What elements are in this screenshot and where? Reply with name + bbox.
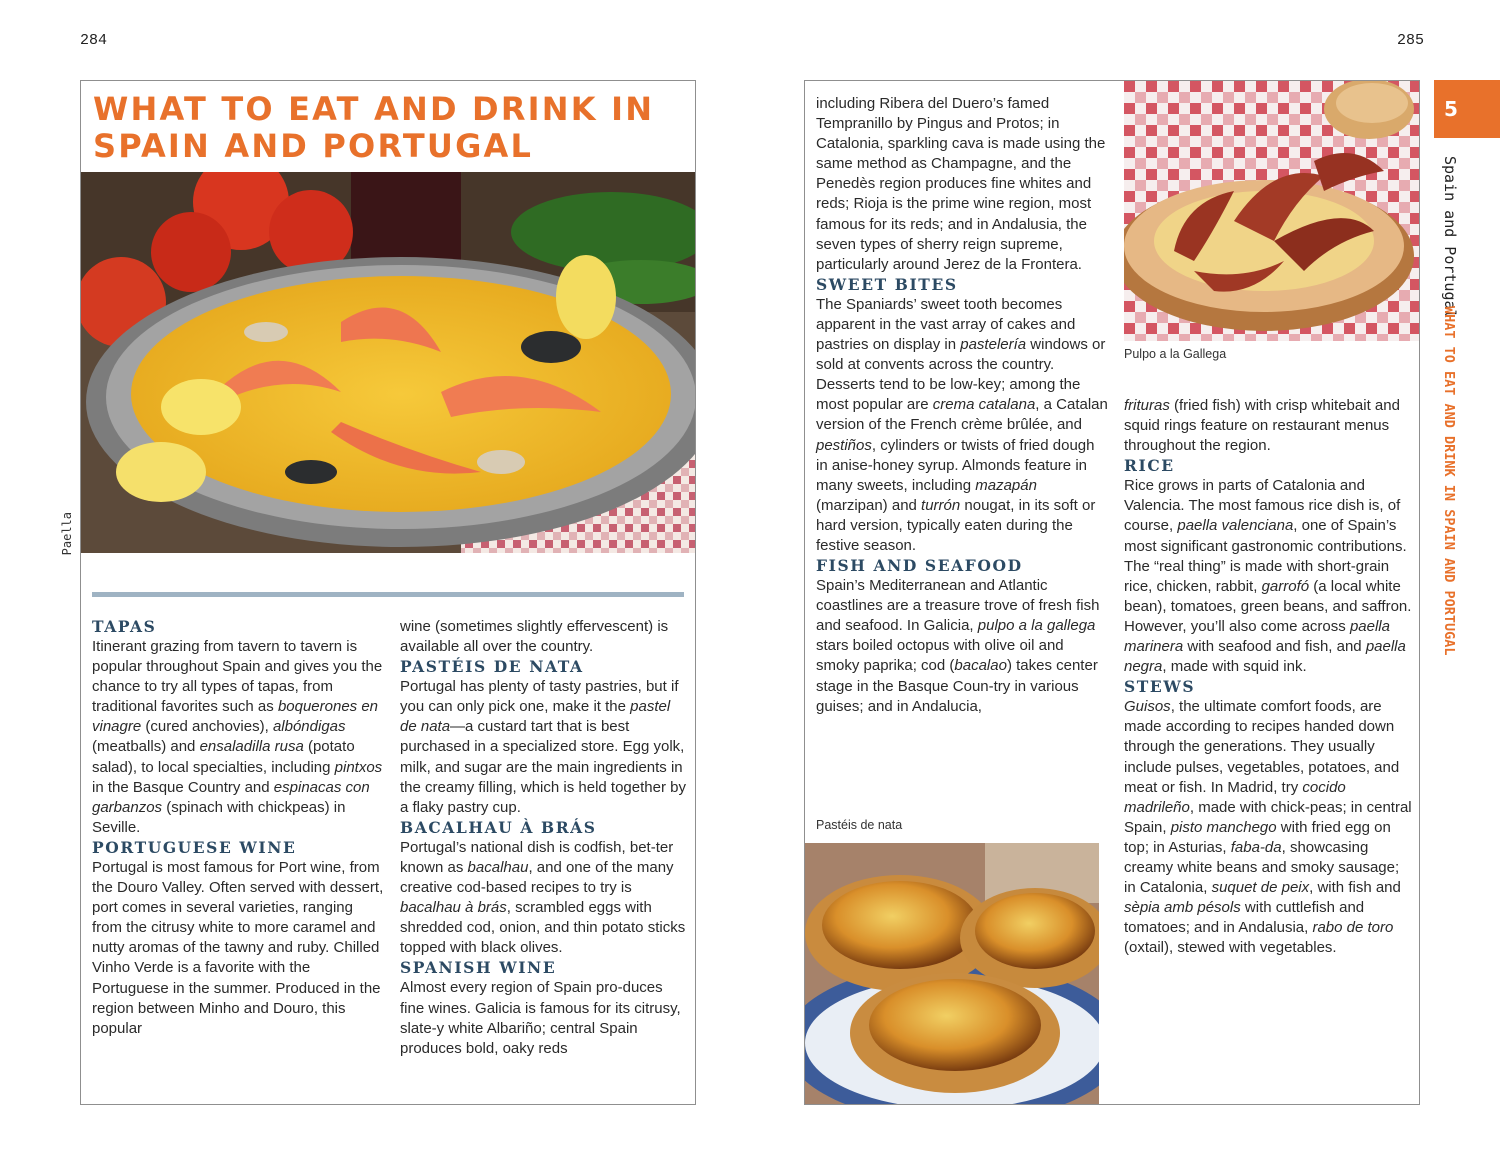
chapter-number: 5 (1444, 97, 1458, 121)
pulpo-photo (1124, 81, 1419, 341)
heading-rice: RICE (1124, 456, 1175, 476)
paragraph-tapas: Itinerant grazing from tavern to tavern is popular throughout Spain and gives you the chance to try all types of tapas, from traditional favorites such as boquerones en vinagre (cured anchovies), albóndigas (meatballs) and ensaladilla rusa (potato salad), to local specialties, including pintxos in the Basque Country and espinacas con garbanzos (spinach with chickpeas) in Seville. (92, 638, 383, 836)
paragraph-spanish-wine: Almost every region of Spain pro-duces fine wines. Galicia is famous for its citrusy, slate-y white Albariño; central Spain produces bold, oaky reds (400, 979, 681, 1057)
page-title (93, 91, 654, 165)
page-number-left: 284 (80, 32, 108, 49)
paragraph-wine-continued: wine (sometimes slightly effervescent) is available all over the country. (400, 618, 669, 656)
paragraph-stews: Guisos, the ultimate comfort foods, are made according to recipes handed down through the generations. They usually include pulses, vegetables, potatoes, and meat or fish. In Madrid, try cocido madrileño, made with chick-peas; in central Spain, pisto manchego with fried egg on top; in Asturias, faba-da, showcasing creamy white beans and smoky sausage; in Catalonia, suquet de peix, with fish and sèpia amb pésols with cuttlefish and tomatoes; and in Andalusia, rabo de toro (oxtail), stewed with vegetables. (1124, 698, 1412, 957)
caption-pasteis: Pastéis de nata (816, 818, 903, 832)
page-title-line-2: SPAIN AND PORTUGAL (93, 127, 534, 165)
page-title-line-1: WHAT TO EAT AND DRINK IN (93, 90, 655, 128)
caption-paella: Paella (60, 512, 74, 556)
page-number-right: 285 (1397, 32, 1425, 49)
paragraph-spanish-wine-continued: including Ribera del Duero’s famed Tempranillo by Pingus and Protos; in Catalonia, sparkling cava is made using the same method as Champagne, and the Penedès region produces fine whites and reds; Rioja is the prime wine region, most famous for its reds; and in Andalusia, the seven types of sherry reign supreme, particularly around Jerez de la Frontera. (816, 95, 1106, 273)
heading-tapas: TAPAS (92, 617, 157, 636)
paragraph-bacalhau: Portugal’s national dish is codfish, bet-ter known as bacalhau, and one of the many creative cod-based recipes to try is bacalhau à brás, scrambled eggs with shredded cod, onion, and thin potato sticks topped with black olives. (400, 838, 686, 957)
chapter-region-label: Spain and Portugal (1441, 156, 1459, 319)
chapter-tab (1434, 80, 1500, 138)
heading-sweet-bites: SWEET BITES (816, 274, 958, 294)
chapter-section-label: WHAT TO EAT AND DRINK IN SPAIN AND PORTUGAL (1441, 306, 1457, 656)
column-3 (816, 94, 1108, 717)
column-4 (1124, 396, 1414, 958)
paragraph-fish-and-seafood: Spain’s Mediterranean and Atlantic coastlines are a treasure trove of fresh fish and seafood. In Galicia, pulpo a la gallega stars boiled octopus with olive oil and smoky paprika; cod (bacalao) takes center stage in the Basque Coun-try in various guises; and in Andalucia, (816, 577, 1100, 715)
heading-fish-and-seafood: FISH AND SEAFOOD (816, 556, 1023, 576)
pasteis-photo (805, 843, 1099, 1104)
column-1 (92, 617, 384, 1039)
heading-stews: STEWS (1124, 677, 1196, 697)
paragraph-pasteis-de-nata: Portugal has plenty of tasty pastries, but if you can only pick one, make it the pastel de nata—a custard tart that is best purchased in a specialized store. Egg yolk, milk, and sugar are the main ingredients in the creamy filling, which is held together by a flaky pastry cup. (400, 678, 686, 816)
caption-pulpo: Pulpo a la Gallega (1124, 347, 1227, 361)
paragraph-sweet-bites: The Spaniards’ sweet tooth becomes apparent in the vast array of cakes and pastries on display in pastelería windows or sold at convents across the country. Desserts tend to be low-key; among the most popular are crema catalana, a Catalan version of the French crème brûlée, and pestiños, cylinders or twists of fried dough in anise-honey syrup. Almonds feature in many sweets, including mazapán (marzipan) and turrón nougat, in its soft or hard version, typically eaten during the festive season. (816, 295, 1108, 554)
section-divider-rule (92, 592, 684, 597)
column-2 (400, 617, 690, 1059)
heading-pasteis-de-nata: PASTÉIS DE NATA (400, 657, 584, 677)
paragraph-rice: Rice grows in parts of Catalonia and Valencia. The most famous rice dish is, of course, paella valenciana, one of Spain’s most significant gastronomic contributions. The “real thing” is made with short-grain rice, chicken, rabbit, garrofó (a local white bean), tomatoes, green beans, and saffron. However, you’ll also come across paella marinera with seafood and fish, and paella negra, made with squid ink. (1124, 477, 1412, 676)
heading-portuguese-wine: PORTUGUESE WINE (92, 837, 297, 857)
heading-spanish-wine: SPANISH WINE (400, 958, 557, 978)
heading-bacalhau: BACALHAU À BRÁS (400, 817, 597, 837)
paella-photo (81, 172, 695, 553)
paragraph-frituras: frituras (fried fish) with crisp whitebait and squid rings feature on restaurant menus throughout the region. (1124, 397, 1400, 455)
paragraph-portuguese-wine: Portugal is most famous for Port wine, from the Douro Valley. Often served with dessert, port comes in several varieties, ranging from the citrusy white to more caramel and nutty aromas of the tawny and ruby. Chilled Vinho Verde is a favorite with the Portuguese in the summer. Produced in the region between Minho and Douro, this popular (92, 858, 384, 1037)
